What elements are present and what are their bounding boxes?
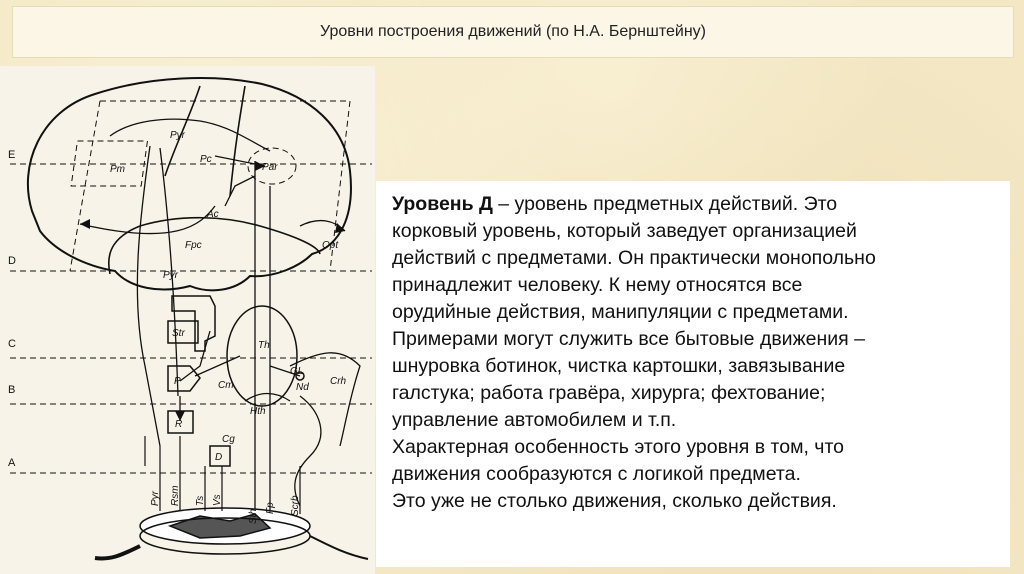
label-ac: Ac: [207, 209, 219, 220]
label-pm: Pm: [110, 164, 125, 175]
pathway-ac: [225, 176, 255, 206]
label-th: Th: [258, 340, 270, 351]
label-pyr-top: Pyr: [170, 130, 185, 141]
label-pyr-mid: Pyr: [163, 270, 178, 281]
slide-title: Уровни построения движений (по Н.А. Бернштейну): [12, 6, 1014, 58]
label-sth: Sth: [248, 508, 259, 524]
level-label-b: B: [8, 384, 16, 396]
text-line-3: принадлежит человеку. К нему относятся все: [392, 274, 803, 296]
text-line-9: Характерная особенность этого уровня в том, что: [392, 436, 845, 458]
pathway-hth: [245, 394, 290, 402]
label-nd: Nd: [296, 382, 309, 393]
label-opt: Opt: [322, 240, 339, 251]
label-par: Par: [262, 162, 278, 173]
level-heading: Уровень Д: [392, 193, 493, 215]
arrow-fpc: [80, 219, 90, 229]
label-pc: Pc: [200, 154, 212, 165]
label-hth: Hth: [250, 406, 266, 417]
nerve-left: [95, 546, 140, 559]
brain-outline: [28, 78, 351, 290]
lateral-sulcus: [230, 86, 245, 196]
pathway-pyr-left: [137, 146, 160, 446]
label-gl: GL: [290, 366, 304, 377]
thalamus-ellipse: [227, 306, 297, 406]
level-label-e: E: [8, 149, 16, 161]
text-line-7: галстука; работа гравёра, хирурга; фехтование;: [392, 382, 826, 404]
label-crh: Crh: [330, 376, 347, 387]
level-label-a: A: [8, 457, 16, 469]
diagram-svg: [0, 66, 375, 574]
text-line-4: орудийные действия, манипуляции с предметами.: [392, 301, 849, 323]
bernstein-levels-diagram: [0, 66, 375, 574]
pathway-arc-top: [110, 119, 270, 151]
label-r: R: [175, 419, 183, 430]
label-vs: Vs: [212, 494, 223, 506]
text-line-2: действий с предметами. Он практически монопольно: [392, 247, 876, 269]
label-fp: Fp: [265, 502, 276, 514]
label-fpc: Fpc: [185, 240, 202, 251]
nerve-right: [310, 536, 368, 559]
description-text-box: [376, 181, 1010, 567]
label-cm: Cm: [218, 380, 234, 391]
pathway-fpc: [80, 206, 215, 234]
text-line-10: движения сообразуются с логикой предмета.: [392, 463, 801, 485]
text-line-8: управление автомобилем и т.п.: [392, 409, 677, 431]
text-line-5: Примерами могут служить все бытовые движения –: [392, 328, 865, 350]
level-label-c: C: [8, 338, 16, 350]
text-line-0-rest: – уровень предметных действий. Это: [492, 193, 838, 215]
label-scrb: Scrb: [290, 495, 301, 516]
text-line-11: Это уже не столько движения, сколько действия.: [392, 490, 837, 512]
label-pyr-bottom: Pyr: [150, 491, 161, 506]
label-ts: Ts: [195, 495, 206, 506]
label-cg: Cg: [222, 434, 235, 445]
text-line-0: [392, 191, 996, 218]
text-line-1: корковый уровень, который заведует организацией: [392, 220, 857, 242]
label-p: P: [174, 376, 181, 387]
pathway-bottom-curve: [295, 396, 321, 506]
level-label-d: D: [8, 255, 16, 267]
label-rsm: Rsm: [170, 485, 181, 506]
text-line-6: шнуровка ботинок, чистка картошки, завязывание: [392, 355, 846, 377]
label-str: Str: [172, 328, 185, 339]
label-d: D: [215, 452, 223, 463]
